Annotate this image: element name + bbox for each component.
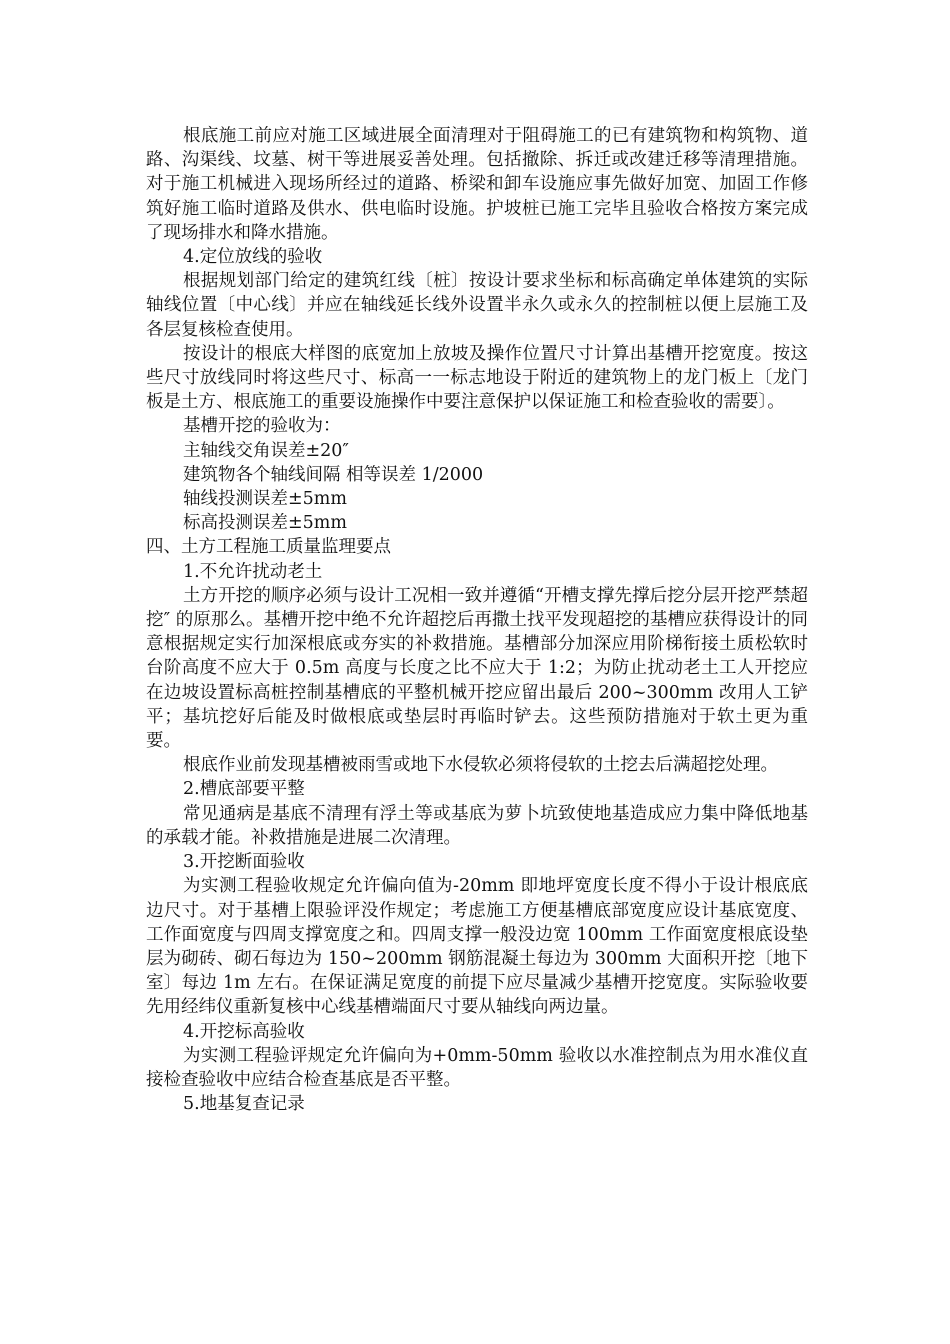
tolerance-main-axis-angle: 主轴线交角误差±20″ <box>183 440 349 461</box>
paragraph-elevation-tolerance: 为实测工程验评规定允许偏向为+0mm-50mm 验收以水准控制点为用水准仪直接检查验收中应结合检查基底是否平整。 <box>146 1045 808 1090</box>
heading-section-acceptance: 3.开挖断面验收 <box>183 852 305 873</box>
paragraph-site-clearing: 根底施工前应对施工区域进展全面清理对于阻碍施工的已有建筑物和构筑物、道路、沟渠线、坟墓、树干等进展妥善处理。包括撤除、拆迁或改建迁移等清理措施。对于施工机械进入现场所经过的道路、桥梁和卸车设施应事先做好加宽、加固工作修筑好施工临时道路及供水、供电临时设施。护坡桩已施工完毕且验收合格按方案完成了现场排水和降水措施。 <box>146 126 808 243</box>
heading-trench-bottom-flat: 2.槽底部要平整 <box>183 779 305 800</box>
tolerance-axis-projection: 轴线投测误差±5mm <box>183 489 347 510</box>
document-body <box>146 124 808 1116</box>
section-title-earthwork-supervision: 四、土方工程施工质量监理要点 <box>146 537 391 558</box>
heading-foundation-review-record: 5.地基复查记录 <box>183 1094 305 1115</box>
list-intro-trench-acceptance: 基槽开挖的验收为： <box>183 416 341 437</box>
paragraph-softened-soil: 根底作业前发现基槽被雨雪或地下水侵软必须将侵软的土挖去后满超挖处理。 <box>183 755 778 776</box>
tolerance-axis-spacing: 建筑物各个轴线间隔 相等误差 1/2000 <box>183 464 484 485</box>
paragraph-common-defects: 常见通病是基底不清理有浮土等或基底为萝卜坑致使地基造成应力集中降低地基的承载才能。补救措施是进展二次清理。 <box>146 803 808 848</box>
heading-elevation-acceptance: 4.开挖标高验收 <box>183 1021 305 1042</box>
tolerance-elevation-projection: 标高投测误差±5mm <box>183 513 347 534</box>
paragraph-excavation-sequence: 土方开挖的顺序必须与设计工况相一致并遵循“开槽支撑先撑后挖分层开挖严禁超挖″ 的原那么。基槽开挖中绝不允许超挖后再撒土找平发现超挖的基槽应获得设计的同意根据规定实行加深根底或夯实的补救措施。基槽部分加深应用阶梯衔接土质松软时台阶高度不应大于 0.5m 高度与长度之比不应大于 1:2；为防止扰动老土工人开挖应在边坡设置标高桩控制基槽底的平整机械开挖应留出最后 200~300mm 改用人工铲平；基坑挖好后能及时做根底或垫层时再临时铲去。这些预防措施对于软土更为重要。 <box>146 585 808 752</box>
paragraph-trench-width: 按设计的根底大样图的底宽加上放坡及操作位置尺寸计算出基槽开挖宽度。按这些尺寸放线同时将这些尺寸、标高一一标志地设于附近的建筑物上的龙门板上〔龙门板是土方、根底施工的重要设施操作中要注意保护以保证施工和检查验收的需要〕。 <box>146 343 808 413</box>
paragraph-section-tolerance: 为实测工程验收规定允许偏向值为-20mm 即地坪宽度长度不得小于设计根底底边尺寸。对于基槽上限验评没作规定；考虑施工方便基槽底部宽度应设计基底宽度、工作面宽度与四周支撑宽度之和。四周支撑一般没边宽 100mm 工作面宽度根底设垫层为砌砖、砌石每边为 150~200mm 钢筋混凝土每边为 300mm 大面积开挖〔地下室〕每边 1m 左右。在保证满足宽度的前提下应尽量减少基槽开挖宽度。实际验收要先用经纬仪重新复核中心线基槽端面尺寸要从轴线向两边量。 <box>146 876 808 1018</box>
heading-layout-acceptance: 4.定位放线的验收 <box>183 247 323 268</box>
paragraph-axis-positioning: 根据规划部门给定的建筑红线〔桩〕按设计要求坐标和标高确定单体建筑的实际轴线位置〔中心线〕并应在轴线延长线外设置半永久或永久的控制桩以便上层施工及各层复核检查使用。 <box>146 271 808 340</box>
heading-no-disturb-soil: 1.不允许扰动老土 <box>183 561 323 582</box>
